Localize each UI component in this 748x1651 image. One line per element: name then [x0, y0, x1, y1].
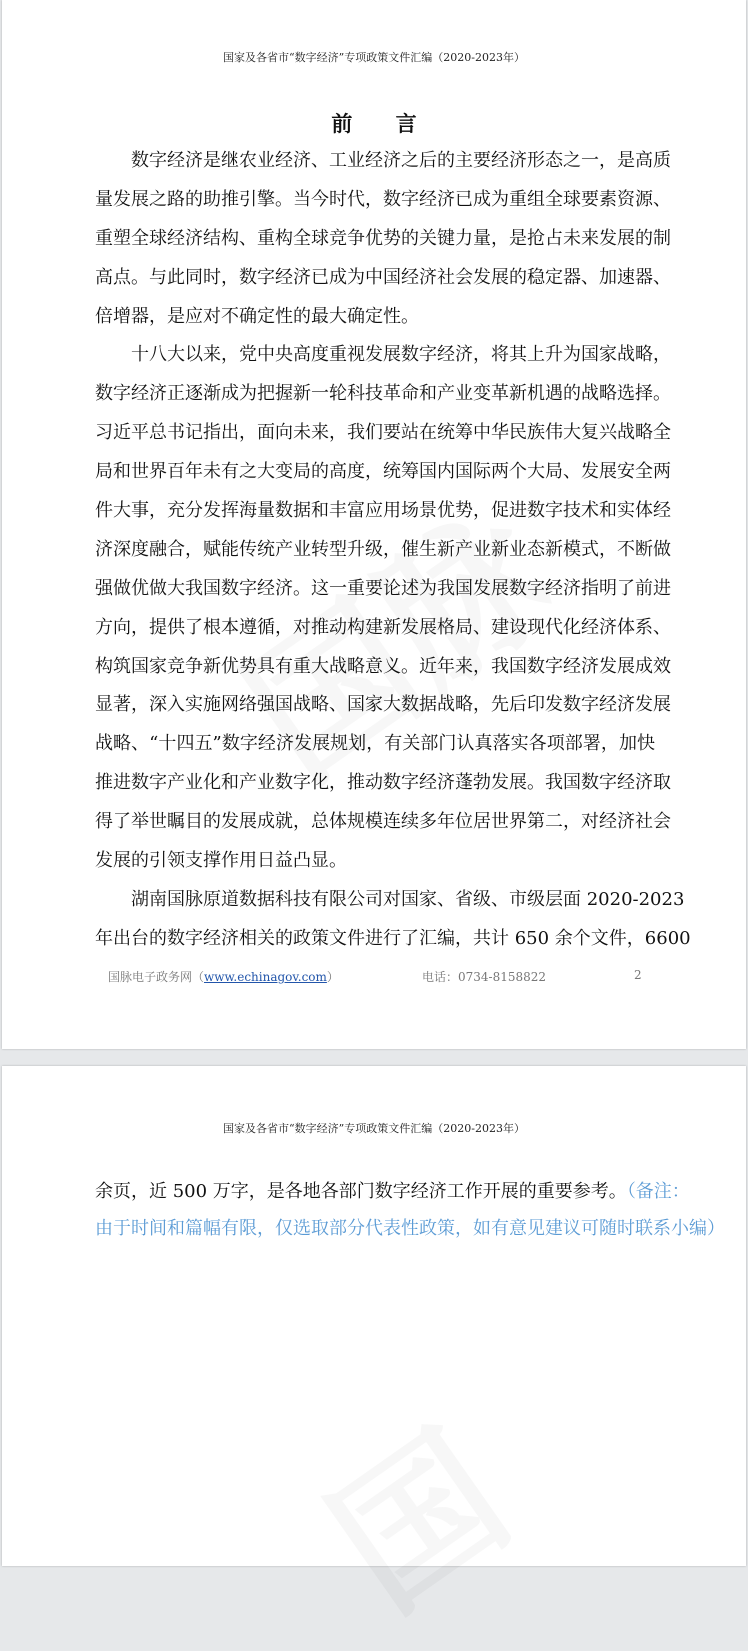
note-text: 由于时间和篇幅有限，仅选取部分代表性政策，如有意见建议可随时联系小编） — [95, 1217, 725, 1239]
text-line: 量发展之路的助推引擎。当今时代，数字经济已成为重组全球要素资源、 — [95, 188, 671, 210]
text-line: 高点。与此同时，数字经济已成为中国经济社会发展的稳定器、加速器、 — [95, 266, 671, 288]
text-segment: 余页，近 500 万字，是各地各部门数字经济工作开展的重要参考。 — [95, 1181, 627, 1202]
text-line: 数字经济正逐渐成为把握新一轮科技革命和产业变革新机遇的战略选择。 — [95, 383, 671, 405]
text-line: 显著，深入实施网络强国战略、国家大数据战略，先后印发数字经济发展 — [95, 694, 671, 716]
text-line: 湖南国脉原道数据科技有限公司对国家、省级、市级层面 2020-2023 — [131, 888, 685, 910]
watermark — [281, 1371, 544, 1651]
text-line: 强做优做大我国数字经济。这一重要论述为我国发展数字经济指明了前进 — [95, 577, 671, 599]
footer-site-label: 国脉电子政务网（ — [108, 970, 205, 984]
page-title: 前 言 — [331, 111, 435, 136]
text-line: 数字经济是继农业经济、工业经济之后的主要经济形态之一，是高质 — [131, 150, 671, 171]
note-text: （备注： — [626, 1181, 690, 1202]
text-line — [95, 1173, 690, 1212]
text-line: 局和世界百年未有之大变局的高度，统筹国内国际两个大局、发展安全两 — [95, 461, 671, 483]
text-line: 构筑国家竞争新优势具有重大战略意义。近年来，我国数字经济发展成效 — [95, 655, 671, 677]
footer-site — [108, 968, 339, 985]
page-footer — [108, 968, 648, 988]
footer-site-close: ） — [326, 970, 339, 984]
text-line: 年出台的数字经济相关的政策文件进行了汇编，共计 650 余个文件，6600 — [95, 927, 691, 949]
footer-link[interactable]: www.echinagov.com — [204, 970, 327, 984]
text-line: 推进数字产业化和产业数字化，推动数字经济蓬勃发展。我国数字经济取 — [95, 772, 671, 794]
text-line: 倍增器，是应对不确定性的最大确定性。 — [95, 305, 419, 327]
text-line: 得了举世瞩目的发展成就，总体规模连续多年位居世界第二，对经济社会 — [95, 811, 671, 833]
text-line: 件大事，充分发挥海量数据和丰富应用场景优势，促进数字技术和实体经 — [95, 500, 671, 522]
running-header: 国家及各省市“数字经济”专项政策文件汇编（2020-2023年） — [223, 51, 525, 64]
footer-phone: 电话：0734-8158822 — [422, 970, 547, 984]
running-header: 国家及各省市“数字经济”专项政策文件汇编（2020-2023年） — [223, 1122, 525, 1135]
body-text — [95, 1173, 725, 1245]
text-line: 方向，提供了根本遵循，对推动构建新发展格局、建设现代化经济体系、 — [95, 616, 671, 638]
page-number: 2 — [634, 968, 642, 982]
document-page-1 — [2, 0, 746, 1049]
body-text — [95, 142, 691, 959]
text-line: 十八大以来，党中央高度重视发展数字经济，将其上升为国家战略， — [131, 344, 671, 366]
text-line: 习近平总书记指出，面向未来，我们要站在统筹中华民族伟大复兴战略全 — [95, 422, 671, 444]
text-line: 重塑全球经济结构、重构全球竞争优势的关键力量，是抢占未来发展的制 — [95, 227, 671, 249]
text-line: 济深度融合，赋能传统产业转型升级，催生新产业新业态新模式，不断做 — [95, 538, 671, 560]
text-line: 战略、“十四五”数字经济发展规划，有关部门认真落实各项部署，加快 — [95, 733, 655, 755]
document-page-2 — [2, 1066, 746, 1566]
text-line: 发展的引领支撑作用日益凸显。 — [95, 850, 347, 872]
